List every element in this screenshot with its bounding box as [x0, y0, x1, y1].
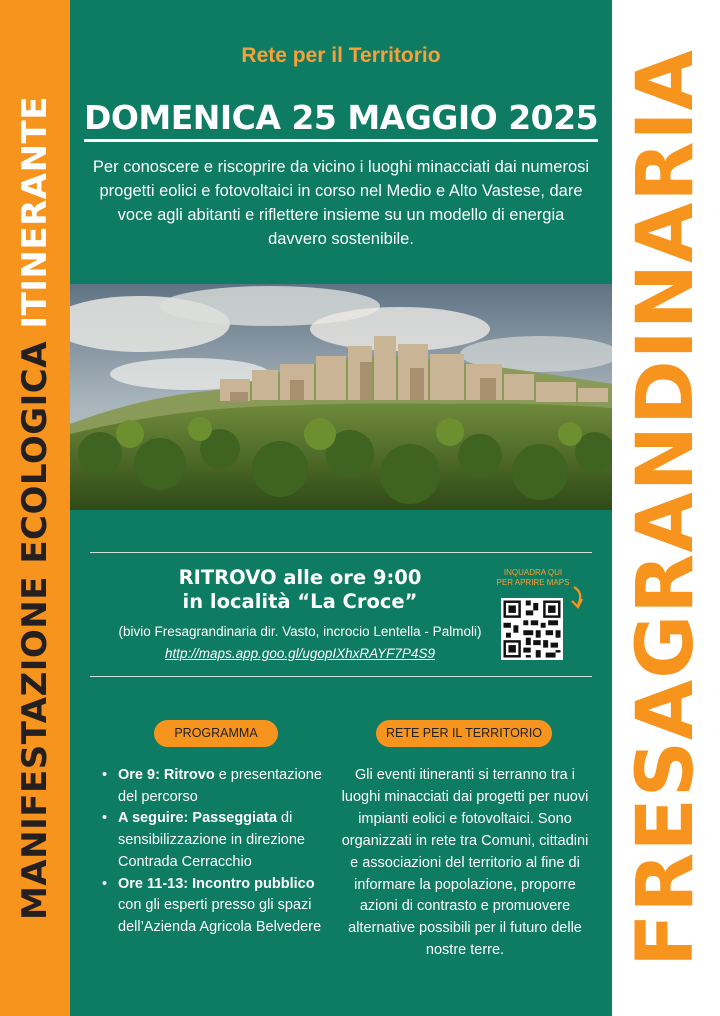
programma-item-2-bold: A seguire: Passeggiata — [118, 810, 278, 827]
programma-item-1-bold: Ore 9: Ritrovo — [118, 767, 215, 783]
programma-item-3 — [96, 874, 336, 939]
programma-item-1 — [96, 765, 336, 808]
hilltop-village-photo — [70, 284, 612, 510]
meeting-line-1: RITROVO alle ore 9:00 — [178, 566, 422, 589]
curved-arrow-icon — [566, 585, 586, 611]
meeting-line-2: in località “La Croce” — [182, 590, 418, 613]
meeting-title — [112, 566, 488, 614]
meeting-directions: (bivio Fresagrandinaria dir. Vasto, incrocio Lentella - Palmoli) — [118, 624, 482, 639]
programma-item-2 — [96, 808, 336, 873]
side-title-left — [15, 96, 55, 920]
programma-item-1-text: e presentazione del percorso — [118, 767, 322, 805]
programma-item-2-text: di sensibilizzazione in direzione Contrada Cerracchio — [118, 810, 305, 870]
intro-text: Per conoscere e riscoprire da vicino i luoghi minacciati dai numerosi progetti eolici e fotovoltaici in corso nel Medio e Alto Vastese, dare voce agli abitanti e riflettere insieme su un modello di energia davvero sostenibile. — [92, 158, 590, 248]
programma-item-3-text: con gli esperti presso gli spazi dell’Azienda Agricola Belvedere — [118, 897, 322, 935]
divider-top — [90, 552, 592, 553]
divider-bottom — [90, 676, 592, 677]
programma-label: PROGRAMMA — [154, 720, 278, 747]
event-date — [70, 98, 612, 137]
programma-list — [96, 765, 336, 939]
rete-label: RETE PER IL TERRITORIO — [376, 720, 552, 747]
qr-caption-line-2: PER APRIRE MAPS — [496, 578, 570, 587]
qr-code-icon[interactable] — [501, 598, 563, 660]
programma-item-3-bold: Ore 11-13: Incontro pubblico — [118, 875, 315, 892]
event-date-text: DOMENICA 25 MAGGIO 2025 — [84, 98, 598, 142]
side-title-left-part2: ITINERANTE — [15, 96, 55, 329]
organizer-title: Rete per il Territorio — [241, 44, 441, 67]
side-title-right: FRESAGRANDINARIA — [621, 49, 711, 967]
qr-caption-line-1: INQUADRA QUI — [503, 568, 563, 577]
maps-link[interactable]: http://maps.app.goo.gl/ugopIXhxRAYF7P4S9 — [165, 646, 435, 661]
side-title-left-part1: MANIFESTAZIONE ECOLOGICA — [15, 340, 55, 920]
rete-description: Gli eventi itineranti si terranno tra i luoghi minacciati dai progetti per nuovi impianti eolici e fotovoltaici. Sono organizzati in rete tra Comuni, cittadini e associazioni del territorio al fine di informare la popolazione, proporre azioni di contrasto e promuovere alternative possibili per il futuro delle nostre terre. — [341, 767, 589, 959]
